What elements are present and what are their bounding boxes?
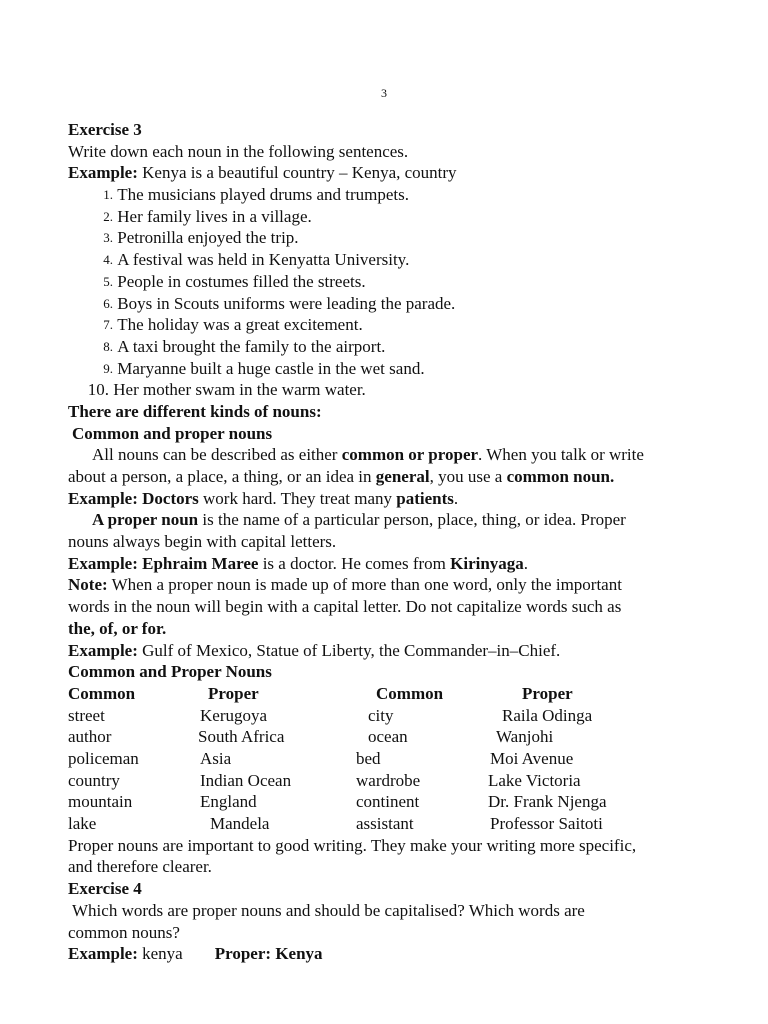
note-line: the, of, or for.: [68, 618, 167, 638]
kinds-subheading: Common and proper nouns: [72, 423, 273, 443]
note-line: Note: When a proper noun is made up of more than one word, only the important: [68, 575, 622, 595]
exercise4-example: Example: kenya Proper: Kenya: [68, 944, 323, 964]
list-item: [68, 379, 748, 401]
table-cell: Raila Odinga: [502, 705, 593, 725]
table-row: [68, 813, 684, 835]
list-item: [68, 206, 748, 228]
paragraph-line: nouns always begin with capital letters.: [68, 532, 337, 552]
item-text: People in costumes filled the streets.: [117, 271, 366, 291]
item-number: 1.: [103, 187, 113, 203]
table-cell: Wanjohi: [496, 727, 554, 747]
table-cell: lake: [68, 814, 97, 834]
item-text: Maryanne built a huge castle in the wet sand.: [117, 358, 425, 378]
item-text: The holiday was a great excitement.: [117, 315, 363, 335]
item-number: 9.: [103, 360, 113, 376]
page-content: [68, 119, 748, 965]
example-text: Kenya is a beautiful country – Kenya, country: [142, 163, 457, 183]
table-cell: mountain: [68, 792, 133, 812]
item-text: Petronilla enjoyed the trip.: [117, 228, 299, 248]
column-header: Common: [376, 683, 444, 703]
item-number: 7.: [103, 317, 113, 333]
table-cell: Mandela: [210, 814, 270, 834]
item-text: A festival was held in Kenyatta University.: [117, 250, 410, 270]
table-cell: England: [200, 792, 257, 812]
list-item: [68, 227, 748, 249]
table-cell: bed: [356, 748, 381, 768]
item-number: 8.: [103, 338, 113, 354]
list-item: [68, 314, 748, 336]
table-cell: country: [68, 770, 120, 790]
item-number: 3.: [103, 230, 113, 246]
table-row: [68, 770, 684, 792]
item-number: 6.: [103, 295, 113, 311]
item-number: 5.: [103, 273, 113, 289]
table-row: [68, 726, 684, 748]
table-cell: Dr. Frank Njenga: [488, 792, 607, 812]
table-cell: ocean: [368, 727, 408, 747]
exercise3-instruction: Write down each noun in the following sentences.: [68, 141, 409, 161]
list-item: [68, 271, 748, 293]
exercise3-title: Exercise 3: [68, 120, 142, 139]
closing-line: and therefore clearer.: [68, 857, 212, 877]
table-cell: city: [368, 705, 394, 725]
exercise3-example: [68, 162, 748, 184]
item-number: 4.: [103, 252, 113, 268]
table-row: [68, 748, 684, 770]
exercise4-title: Exercise 4: [68, 879, 142, 899]
table-cell: assistant: [356, 814, 414, 834]
paragraph-line: All nouns can be described as either common or proper. When you talk or write: [92, 445, 644, 465]
table-row: [68, 705, 684, 727]
kinds-heading: There are different kinds of nouns:: [68, 401, 322, 421]
table-title: Common and Proper Nouns: [68, 662, 272, 682]
table-cell: Lake Victoria: [488, 770, 581, 790]
list-item: [68, 358, 748, 380]
list-item: [68, 336, 748, 358]
paragraph-line: about a person, a place, a thing, or an idea in general, you use a common noun.: [68, 467, 615, 486]
item-text: The musicians played drums and trumpets.: [117, 185, 410, 205]
table-cell: author: [68, 727, 112, 747]
table-cell: policeman: [68, 748, 139, 768]
table-cell: Moi Avenue: [490, 748, 574, 768]
column-header: Proper: [522, 683, 573, 703]
table-header-row: [68, 683, 684, 705]
item-number: 2.: [103, 208, 113, 224]
table-cell: Asia: [200, 748, 232, 768]
column-header: Proper: [208, 683, 259, 703]
table-cell: continent: [356, 792, 420, 812]
page-number: 3: [381, 86, 387, 100]
note-line: words in the noun will begin with a capital letter. Do not capitalize words such as: [68, 597, 622, 617]
table-cell: South Africa: [198, 727, 285, 747]
item-text: Her family lives in a village.: [117, 206, 312, 226]
item-number: 10.: [87, 380, 109, 400]
list-item: [68, 293, 748, 315]
item-text: Her mother swam in the warm water.: [113, 380, 366, 400]
example-line: Example: Doctors work hard. They treat many patients.: [68, 488, 459, 508]
exercise3-list: [68, 184, 748, 401]
exercise4-instruction: common nouns?: [68, 922, 180, 942]
table-cell: street: [68, 705, 105, 725]
example-line: Example: Ephraim Maree is a doctor. He comes from Kirinyaga.: [68, 553, 529, 573]
column-header: Common: [68, 683, 136, 703]
item-text: Boys in Scouts uniforms were leading the parade.: [117, 293, 456, 313]
nouns-table: [68, 683, 684, 835]
paragraph-line: A proper noun is the name of a particular person, place, thing, or idea. Proper: [92, 510, 626, 530]
table-cell: Professor Saitoti: [490, 814, 603, 834]
table-row: [68, 791, 684, 813]
table-cell: Kerugoya: [200, 705, 268, 725]
exercise4-instruction: Which words are proper nouns and should be capitalised? Which words are: [72, 900, 585, 920]
example-label: Example:: [68, 163, 138, 183]
table-cell: wardrobe: [356, 770, 421, 790]
example-line: Example: Gulf of Mexico, Statue of Liberty, the Commander–in–Chief.: [68, 640, 561, 660]
closing-line: Proper nouns are important to good writing. They make your writing more specific,: [68, 835, 637, 855]
list-item: [68, 184, 748, 206]
table-cell: Indian Ocean: [200, 770, 292, 790]
list-item: [68, 249, 748, 271]
item-text: A taxi brought the family to the airport.: [117, 336, 386, 356]
